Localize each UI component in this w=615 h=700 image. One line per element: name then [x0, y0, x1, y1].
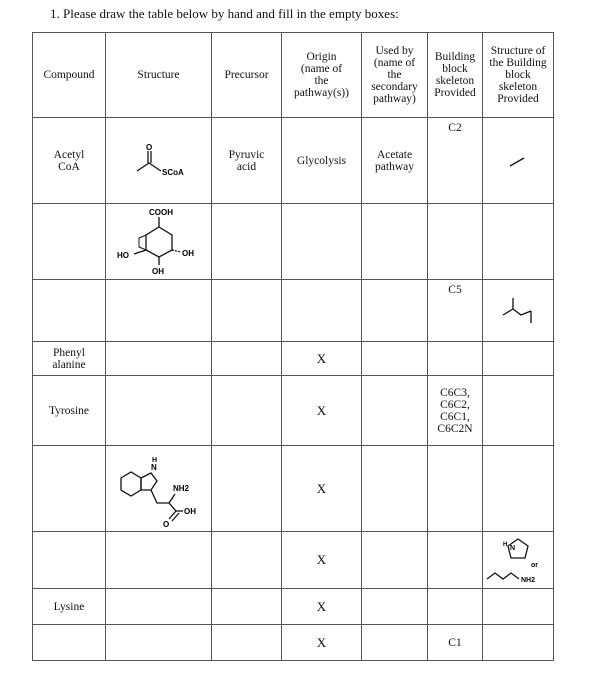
cell-precursor: [212, 625, 282, 661]
cell-secondary: [362, 342, 428, 376]
cell-structure: [106, 589, 212, 625]
acetyl-coa-structure-icon: [119, 141, 199, 181]
cell-building-block: [428, 532, 483, 589]
cell-structure-block: [483, 625, 554, 661]
cell-building-block: C2: [428, 118, 483, 204]
chem-label-indole-n: N: [150, 462, 157, 472]
cell-precursor: [212, 446, 282, 532]
table-row: [33, 204, 554, 280]
table-row: [33, 118, 554, 204]
cell-compound: Phenyl alanine: [33, 342, 106, 376]
cell-structure: [106, 376, 212, 446]
cell-compound: [33, 204, 106, 280]
cell-structure-block: [483, 342, 554, 376]
header-structure: Structure: [106, 33, 212, 118]
cell-compound: [33, 532, 106, 589]
cell-secondary: [362, 532, 428, 589]
chem-label-nh2: NH2: [172, 483, 189, 493]
cell-origin: X: [282, 446, 362, 532]
header-row: [33, 33, 554, 118]
table-row: [33, 280, 554, 342]
cell-origin: X: [282, 532, 362, 589]
cell-structure-block: [483, 204, 554, 280]
chem-label-nh2-alt: NH2: [521, 577, 536, 584]
cell-origin: [282, 280, 362, 342]
chem-label-o-acid: O: [162, 519, 169, 529]
cell-building-block: [428, 342, 483, 376]
cell-structure-block: [483, 118, 554, 204]
table-row: [33, 625, 554, 661]
chem-label-o: O: [145, 142, 152, 152]
header-precursor: Precursor: [212, 33, 282, 118]
cell-building-block: C6C3, C6C2, C6C1, C6C2N: [428, 376, 483, 446]
cell-structure: [106, 280, 212, 342]
cell-precursor: [212, 376, 282, 446]
cell-building-block: [428, 446, 483, 532]
chem-label-pyrrolidine-n: N: [510, 545, 516, 552]
cell-secondary: [362, 446, 428, 532]
cell-compound: Acetyl CoA: [33, 118, 106, 204]
cell-origin: [282, 204, 362, 280]
cell-secondary: [362, 376, 428, 446]
cell-building-block: C5: [428, 280, 483, 342]
cell-origin: X: [282, 376, 362, 446]
chem-label-oh-bottom: OH: [151, 266, 164, 276]
cell-precursor: [212, 589, 282, 625]
chem-label-indole-h: H: [151, 456, 157, 464]
table-row: [33, 532, 554, 589]
pyrrolidine-skeleton-icon: [483, 533, 553, 587]
cell-structure-block: [483, 446, 554, 532]
cell-secondary: Acetate pathway: [362, 118, 428, 204]
cell-secondary: [362, 589, 428, 625]
header-structure-block: Structure of the Building block skeleton Provided: [483, 33, 554, 118]
cell-compound: [33, 625, 106, 661]
header-secondary: Used by (name of the secondary pathway): [362, 33, 428, 118]
cell-structure-block: [483, 589, 554, 625]
header-compound: Compound: [33, 33, 106, 118]
question-text: 1. Please draw the table below by hand and fill in the empty boxes:: [50, 6, 399, 21]
header-building-block: Building block skeleton Provided: [428, 33, 483, 118]
cell-secondary: [362, 280, 428, 342]
chem-label-oh-acid: OH: [183, 506, 196, 516]
cell-compound: [33, 280, 106, 342]
cell-precursor: [212, 204, 282, 280]
chem-label-cooh: COOH: [148, 207, 173, 217]
pathway-table: [32, 32, 554, 661]
sugar-structure-icon: [109, 205, 209, 279]
cell-structure: [106, 118, 212, 204]
cell-secondary: [362, 204, 428, 280]
header-origin: Origin (name of the pathway(s)): [282, 33, 362, 118]
cell-compound: Tyrosine: [33, 376, 106, 446]
tryptophan-structure-icon: [109, 448, 209, 530]
cell-building-block: C1: [428, 625, 483, 661]
c2-skeleton-icon: [498, 146, 538, 176]
table-row: [33, 376, 554, 446]
table-row: [33, 342, 554, 376]
chem-label-scoa: SCoA: [161, 167, 184, 177]
table-row: [33, 589, 554, 625]
chem-label-pyrrolidine-h: H: [503, 542, 508, 548]
cell-structure-block: [483, 280, 554, 342]
cell-origin: X: [282, 625, 362, 661]
cell-structure: [106, 342, 212, 376]
c5-isoprene-skeleton-icon: [493, 291, 543, 331]
cell-structure-block: [483, 532, 554, 589]
cell-origin: Glycolysis: [282, 118, 362, 204]
cell-structure: [106, 532, 212, 589]
cell-secondary: [362, 625, 428, 661]
cell-structure: [106, 204, 212, 280]
cell-origin: X: [282, 589, 362, 625]
cell-compound: Lysine: [33, 589, 106, 625]
cell-building-block: [428, 204, 483, 280]
cell-precursor: Pyruvic acid: [212, 118, 282, 204]
cell-structure-block: [483, 376, 554, 446]
cell-origin: X: [282, 342, 362, 376]
cell-precursor: [212, 280, 282, 342]
cell-compound: [33, 446, 106, 532]
cell-precursor: [212, 342, 282, 376]
cell-precursor: [212, 532, 282, 589]
cell-structure: [106, 625, 212, 661]
cell-building-block: [428, 589, 483, 625]
chem-label-or: or: [531, 562, 538, 569]
chem-label-oh: OH: [181, 248, 194, 258]
cell-structure: [106, 446, 212, 532]
chem-label-ho: HO: [116, 250, 129, 260]
table-row: [33, 446, 554, 532]
